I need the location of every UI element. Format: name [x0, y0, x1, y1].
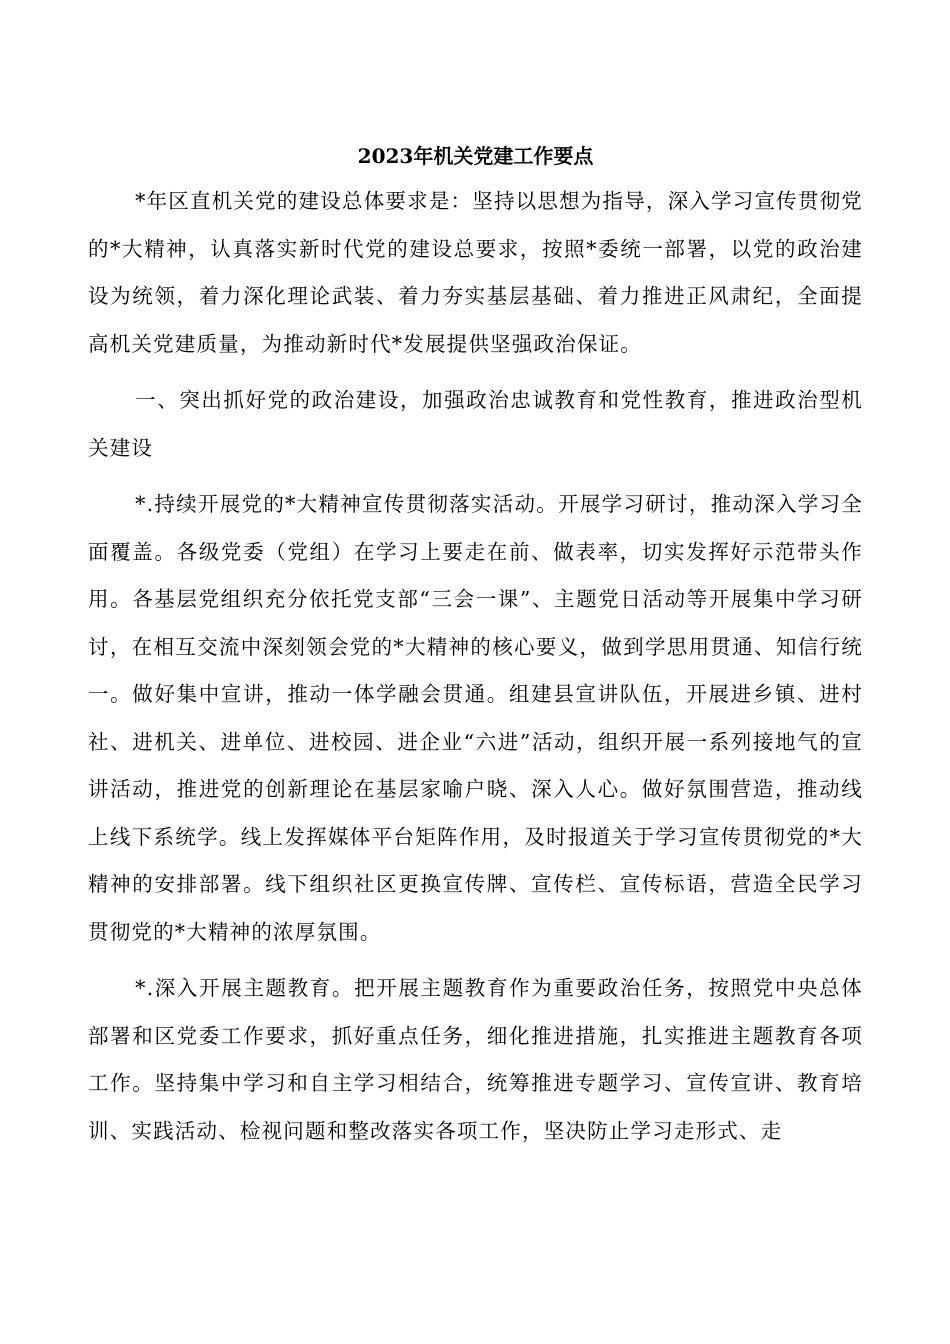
paragraph-item-2: *.深入开展主题教育。把开展主题教育作为重要政治任务，按照党中央总体部署和区党委工作要求，抓好重点任务，细化推进措施，扎实推进主题教育各项工作。坚持集中学习和自主学习相结合，统筹推进专题学习、宣传宣讲、教育培训、实践活动、检视问题和整改落实各项工作，坚决防止学习走形式、走 — [88, 976, 863, 1143]
document-title: 2023年机关党建工作要点 — [357, 144, 594, 168]
section-heading-1: 一、突出抓好党的政治建设，加强政治忠诚教育和党性教育，推进政治型机关建设 — [88, 388, 863, 460]
document-page — [88, 138, 863, 1164]
paragraph-intro: *年区直机关党的建设总体要求是：坚持以思想为指导，深入学习宣传贯彻党的*大精神，认真落实新时代党的建设总要求，按照*委统一部署，以党的政治建设为统领，着力深化理论武装、着力夯实基层基础、着力推进正风肃纪，全面提高机关党建质量，为推动新时代*发展提供坚强政治保证。 — [88, 189, 863, 356]
paragraph-item-1: *.持续开展党的*大精神宣传贯彻落实活动。开展学习研讨，推动深入学习全面覆盖。各级党委（党组）在学习上要走在前、做表率，切实发挥好示范带头作用。各基层党组织充分依托党支部“三会一课”、主题党日活动等开展集中学习研讨，在相互交流中深刻领会党的*大精神的核心要义，做到学思用贯通、知信行统一。做好集中宣讲，推动一体学融会贯通。组建县宣讲队伍，开展进乡镇、进村社、进机关、进单位、进校园、进企业“六进”活动，组织开展一系列接地气的宣讲活动，推进党的创新理论在基层家喻户晓、深入人心。做好氛围营造，推动线上线下系统学。线上发挥媒体平台矩阵作用，及时报道关于学习宣传贯彻党的*大精神的安排部署。线下组织社区更换宣传牌、宣传栏、宣传标语，营造全民学习贯彻党的*大精神的浓厚氛围。 — [88, 492, 863, 944]
